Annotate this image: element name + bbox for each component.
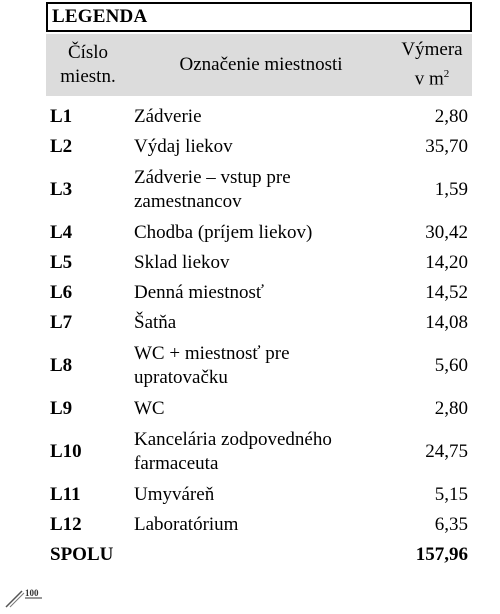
legend-table [46, 2, 472, 570]
header-area-unit: v m [414, 68, 444, 90]
room-area: 5,60 [434, 355, 468, 376]
scale-stamp-graphic [2, 585, 46, 609]
room-number: L12 [50, 514, 82, 535]
room-name-line1: Šatňa [134, 312, 177, 333]
room-name [130, 135, 392, 159]
table-row [46, 338, 472, 394]
room-name-line1: Výdaj liekov [134, 136, 233, 157]
table-body [46, 102, 472, 570]
header-room-name: Označenie miestnosti [179, 54, 343, 75]
room-number: L6 [50, 282, 73, 303]
header-area [392, 34, 472, 96]
header-room-number [46, 34, 130, 96]
table-row [46, 308, 472, 338]
total-label: SPOLU [50, 544, 114, 565]
stamp-text: 100 [25, 588, 39, 598]
room-area: 14,08 [425, 312, 468, 333]
total-row [46, 540, 472, 570]
header-room-number-line2: miestn. [60, 66, 116, 87]
room-number: L11 [50, 484, 81, 505]
header-area-line2 [415, 62, 450, 91]
room-name-line1: WC [134, 398, 165, 419]
table-row [46, 218, 472, 248]
room-name-line1: Laboratórium [134, 514, 239, 535]
header-area-superscript: 2 [443, 68, 450, 81]
room-name-line1: Sklad liekov [134, 252, 230, 273]
room-area: 2,80 [434, 106, 468, 127]
room-name-line2: upratovačku [134, 367, 228, 388]
table-row [46, 510, 472, 540]
room-name-line1: Kancelária zodpovedného [134, 429, 332, 450]
room-name-line2: farmaceuta [134, 453, 219, 474]
room-number: L2 [50, 136, 73, 157]
room-area: 30,42 [425, 222, 468, 243]
room-name [130, 513, 392, 537]
table-row [46, 162, 472, 218]
table-row [46, 102, 472, 132]
room-name [130, 281, 392, 305]
room-name [130, 483, 392, 507]
room-name [130, 251, 392, 275]
room-number: L1 [50, 106, 73, 127]
table-row [46, 480, 472, 510]
room-name [130, 105, 392, 129]
room-name [130, 342, 392, 390]
header-room-number-line1: Číslo [67, 42, 109, 63]
room-number: L5 [50, 252, 73, 273]
room-area: 35,70 [425, 136, 468, 157]
room-number: L9 [50, 398, 73, 419]
room-area: 1,59 [434, 179, 468, 200]
room-name [130, 311, 392, 335]
room-name [130, 166, 392, 214]
room-name-line1: Denná miestnosť [134, 282, 265, 303]
room-area: 14,52 [425, 282, 468, 303]
room-area: 6,35 [434, 514, 468, 535]
room-name-line2: zamestnancov [134, 191, 242, 212]
room-number: L4 [50, 222, 73, 243]
room-name-line1: Zádverie – vstup pre [134, 167, 291, 188]
room-name-line1: Zádverie [134, 106, 202, 127]
legend-title: LEGENDA [46, 2, 472, 32]
room-name [130, 428, 392, 476]
table-row [46, 132, 472, 162]
room-number: L8 [50, 355, 73, 376]
scale-stamp-icon [2, 585, 46, 609]
table-row [46, 278, 472, 308]
room-number: L3 [50, 179, 73, 200]
table-row [46, 394, 472, 424]
room-area: 2,80 [434, 398, 468, 419]
total-area: 157,96 [415, 544, 468, 565]
room-area: 24,75 [425, 441, 468, 462]
table-header [46, 34, 472, 96]
room-name [130, 221, 392, 245]
table-row [46, 248, 472, 278]
room-number: L10 [50, 441, 82, 462]
room-area: 14,20 [425, 252, 468, 273]
room-name-line1: Chodba (príjem liekov) [134, 222, 313, 243]
room-area: 5,15 [434, 484, 468, 505]
room-name-line1: WC + miestnosť pre [134, 343, 290, 364]
room-name-line1: Umyváreň [134, 484, 215, 505]
room-number: L7 [50, 312, 73, 333]
header-area-line1: Výmera [401, 39, 463, 61]
room-name [130, 397, 392, 421]
table-row [46, 424, 472, 480]
